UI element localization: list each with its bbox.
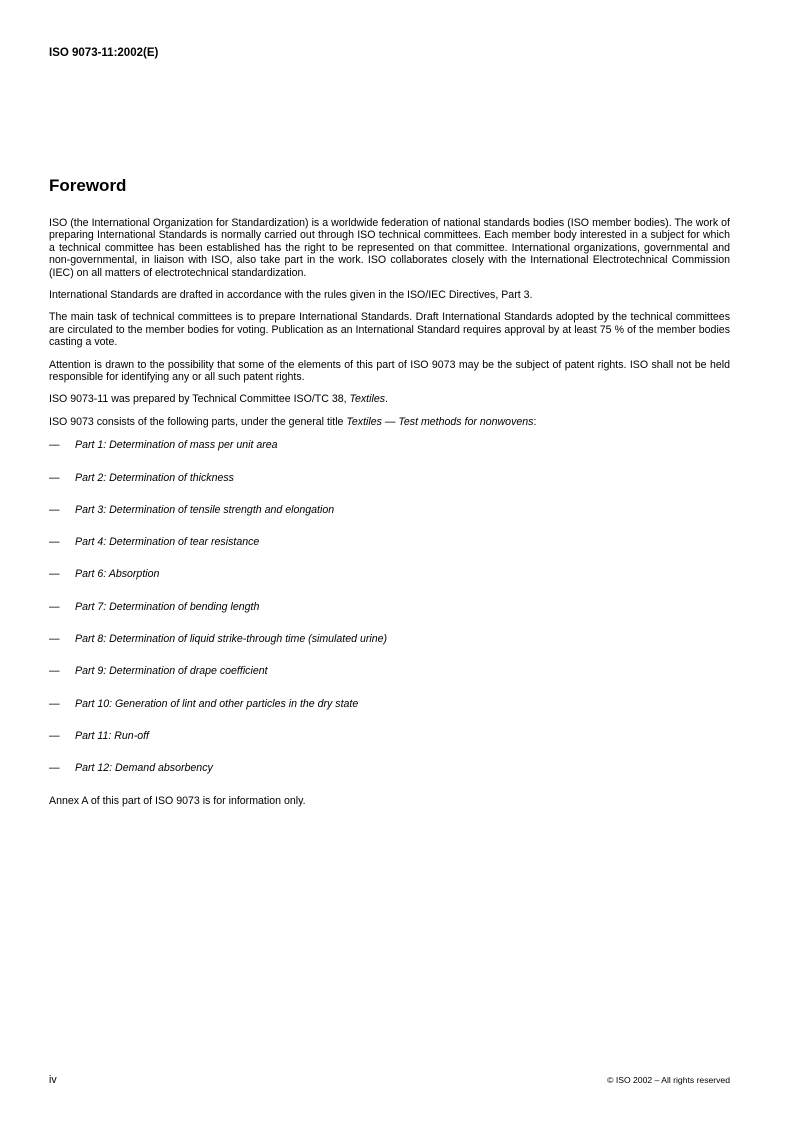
paragraph-directives: International Standards are drafted in accordance with the rules given in the ISO/IEC Directives, Part 3. [49, 289, 533, 302]
paragraph-parts-intro [49, 416, 730, 428]
dash-bullet: — [49, 568, 60, 581]
list-item [49, 601, 730, 613]
paragraph-prepared-by [49, 393, 730, 405]
list-item [49, 472, 730, 484]
paragraph-iso-intro: ISO (the International Organization for Standardization) is a worldwide federation of national standards bodies (ISO member bodies). The work of preparing International Standards is normally carried out through ISO technical committees. Each member body interested in a subject for which a technical committee has been established has the right to be represented on that committee. International organizations, governmental and non-governmental, in liaison with ISO, also take part in the work. ISO collaborates closely with the International Electrotechnical Commission (IEC) on all matters of electrotechnical standardization. [49, 217, 730, 279]
prepared-by-suffix: . [385, 393, 388, 406]
dash-bullet: — [49, 471, 60, 484]
page-number: iv [49, 1074, 57, 1086]
part-title: Part 1: Determination of mass per unit area [75, 439, 278, 452]
dash-bullet: — [49, 633, 60, 646]
paragraph-patent-rights: Attention is drawn to the possibility that some of the elements of this part of ISO 9073 may be the subject of patent rights. ISO shall not be held responsible for identifying any or all such patent rights. [49, 358, 730, 384]
paragraph-main-task: The main task of technical committees is to prepare International Standards. Draft International Standards adopted by the technical committees are circulated to the member bodies for voting. Publication as an International Standard requires approval by at least 75 % of the member bodies casting a vote. [49, 311, 730, 349]
parts-intro-suffix: : [533, 415, 537, 428]
dash-bullet: — [49, 439, 60, 452]
foreword-body [49, 217, 730, 817]
part-title: Part 10: Generation of lint and other particles in the dry state [75, 697, 359, 710]
copyright-notice: © ISO 2002 – All rights reserved [607, 1075, 730, 1085]
part-title: Part 6: Absorption [75, 568, 160, 581]
list-item [49, 633, 730, 645]
dash-bullet: — [49, 762, 60, 775]
list-item [49, 504, 730, 516]
document-id-header: ISO 9073-11:2002(E) [49, 47, 159, 59]
prepared-by-text: ISO 9073-11 was prepared by Technical Committee ISO/TC 38, [49, 393, 350, 406]
dash-bullet: — [49, 697, 60, 710]
parts-intro-text: ISO 9073 consists of the following parts, under the general title [49, 415, 347, 428]
part-title: Part 7: Determination of bending length [75, 600, 260, 613]
part-title: Part 4: Determination of tear resistance [75, 536, 260, 549]
list-item [49, 698, 730, 710]
dash-bullet: — [49, 503, 60, 516]
general-title: Textiles — Test methods for nonwovens [346, 415, 534, 428]
dash-bullet: — [49, 536, 60, 549]
committee-title: Textiles [349, 393, 386, 406]
part-title: Part 2: Determination of thickness [75, 471, 234, 484]
dash-bullet: — [49, 665, 60, 678]
list-item [49, 730, 730, 742]
dash-bullet: — [49, 729, 60, 742]
list-item [49, 762, 730, 774]
annex-note: Annex A of this part of ISO 9073 is for information only. [49, 794, 306, 807]
part-title: Part 9: Determination of drape coefficient [75, 665, 268, 678]
list-item [49, 439, 730, 451]
part-title: Part 12: Demand absorbency [75, 762, 213, 775]
list-item [49, 568, 730, 580]
part-title: Part 11: Run-off [75, 729, 149, 742]
part-title: Part 8: Determination of liquid strike-through time (simulated urine) [75, 633, 388, 646]
dash-bullet: — [49, 600, 60, 613]
parts-list [49, 439, 730, 774]
page-title: Foreword [49, 176, 127, 195]
part-title: Part 3: Determination of tensile strength and elongation [75, 503, 335, 516]
list-item [49, 665, 730, 677]
list-item [49, 536, 730, 548]
